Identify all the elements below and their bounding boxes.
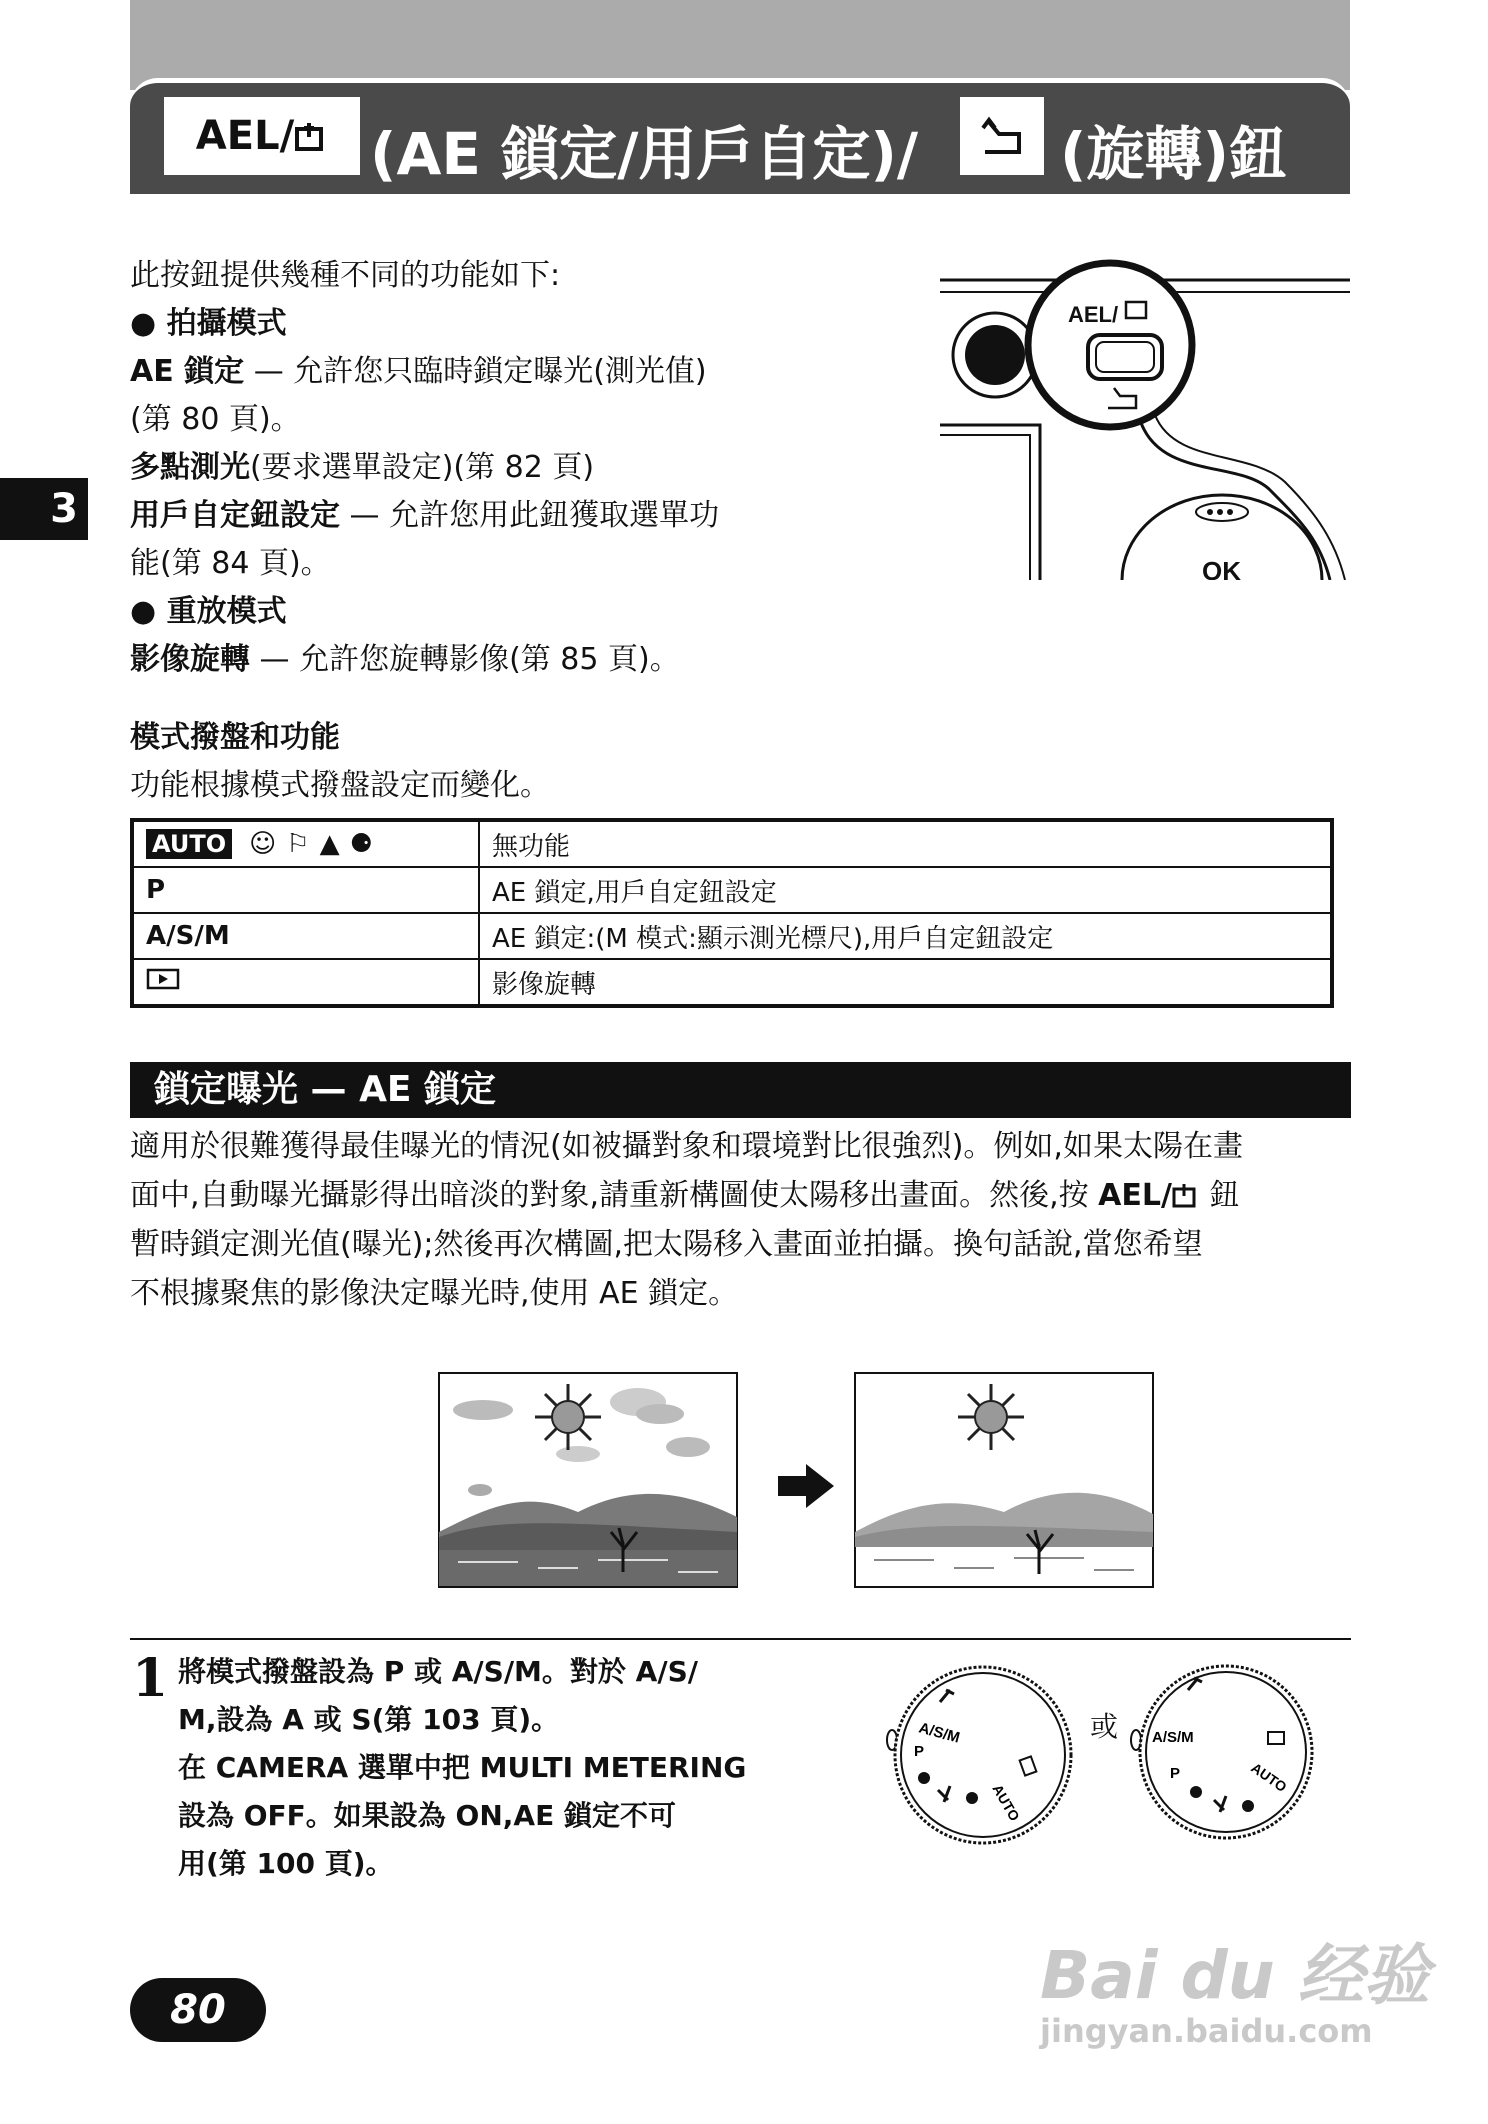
function-cell: AE 鎖定,用戶自定鈕設定	[479, 867, 1332, 913]
ae-lock-desc: — 允許您只臨時鎖定曝光(測光值)	[244, 354, 707, 389]
modes-heading: 模式撥盤和功能	[130, 720, 340, 755]
step-line: 在 CAMERA 選單中把 MULTI METERING	[178, 1751, 747, 1784]
playback-icon	[146, 968, 180, 990]
rotate-key-badge	[960, 97, 1044, 175]
section-body	[130, 1122, 1243, 1318]
dial-label-asm: A/S/M	[1152, 1729, 1194, 1746]
watermark-logo: Bai du 经验	[1040, 1937, 1430, 2014]
custom-desc: — 允許您用此鈕獲取選單功	[340, 498, 720, 533]
custom-button-item	[130, 492, 719, 540]
rotate-icon	[979, 116, 1025, 156]
intro-block	[130, 252, 719, 684]
step-line: 用(第 100 頁)。	[178, 1847, 394, 1880]
playback-heading-text: 重放模式	[166, 594, 287, 629]
para-text: 鈕	[1199, 1178, 1240, 1213]
table-row	[132, 867, 1332, 913]
step-line: 將模式撥盤設為 P 或 A/S/M。對於 A/S/	[178, 1655, 698, 1688]
intro-line: 此按鈕提供幾種不同的功能如下:	[130, 258, 561, 293]
custom-inline-icon	[1172, 1181, 1200, 1209]
shooting-heading-text: 拍攝模式	[166, 306, 287, 341]
mode-dial-p	[1126, 1660, 1326, 1850]
rotate-term: 影像旋轉	[130, 642, 250, 677]
auto-badge: AUTO	[146, 829, 232, 859]
scene-mode-icons: ☺⚐▲⚈	[249, 829, 383, 859]
mode-dial-asm	[880, 1660, 1080, 1850]
paragraph-line: 暫時鎖定測光值(曝光);然後再次構圖,把太陽移入畫面並拍攝。換句話說,當您希望	[130, 1227, 1203, 1262]
para-text: 面中,自動曝光攝影得出暗淡的對象,請重新構圖使太陽移出畫面。然後,按	[130, 1178, 1099, 1213]
shooting-mode-heading: ● 拍攝模式	[130, 306, 287, 341]
dial-label-p: P	[914, 1743, 925, 1760]
chapter-tab: 3	[0, 478, 88, 540]
arrow-right-icon	[776, 1462, 836, 1510]
divider	[130, 1638, 1351, 1640]
custom-term: 用戶自定鈕設定	[130, 498, 340, 533]
scene-after-illustration	[854, 1372, 1154, 1588]
mode-cell: P	[132, 867, 479, 913]
page-title: (AE 鎖定/用戶自定)/	[370, 120, 919, 188]
ael-key-label: AEL/	[195, 113, 295, 159]
dial-label-auto: AUTO	[989, 1781, 1023, 1824]
page-title-end: (旋轉)鈕	[1060, 120, 1288, 188]
step-number: 1	[132, 1648, 169, 1709]
dial-label-asm: A/S/M	[916, 1719, 962, 1747]
modes-table	[130, 818, 1334, 1008]
ae-lock-term: AE 鎖定	[130, 354, 245, 389]
paragraph-line: 適用於很難獲得最佳曝光的情況(如被攝對象和環境對比很強烈)。例如,如果太陽在畫	[130, 1129, 1243, 1164]
mode-cell: A/S/M	[132, 913, 479, 959]
ok-label: OK	[1202, 556, 1241, 580]
scene-before-illustration	[438, 1372, 738, 1588]
function-cell: 影像旋轉	[479, 959, 1332, 1006]
dial-label-p: P	[1170, 1765, 1181, 1782]
ael-label: AEL/	[1068, 302, 1119, 327]
custom-button-icon	[294, 119, 328, 153]
table-row	[132, 820, 1332, 867]
page-number: 80	[130, 1978, 266, 2042]
step-text	[178, 1648, 746, 1888]
watermark-url: jingyan.baidu.com	[1040, 2012, 1373, 2050]
ae-lock-page: (第 80 頁)。	[130, 402, 301, 437]
rotate-desc: — 允許您旋轉影像(第 85 頁)。	[250, 642, 680, 677]
ael-inline-label: AEL/	[1098, 1178, 1172, 1213]
ael-key-badge	[164, 97, 360, 175]
table-row	[132, 913, 1332, 959]
mode-cell	[132, 820, 479, 867]
multi-metering-item	[130, 444, 719, 492]
playback-mode-heading: ● 重放模式	[130, 594, 287, 629]
paragraph-line	[130, 1171, 1243, 1220]
section-heading-bar: 鎖定曝光 — AE 鎖定	[130, 1062, 1351, 1118]
shutter-button	[965, 325, 1025, 385]
modes-desc: 功能根據模式撥盤設定而變化。	[130, 768, 550, 803]
or-label: 或	[1090, 1710, 1119, 1743]
dial-label-auto: AUTO	[1248, 1759, 1290, 1796]
multi-desc: (要求選單設定)(第 82 頁)	[250, 450, 595, 485]
mode-cell	[132, 959, 479, 1006]
step-line: 設為 OFF。如果設為 ON,AE 鎖定不可	[178, 1799, 676, 1832]
header-top-band	[130, 0, 1350, 90]
rotate-item	[130, 636, 719, 684]
title-bar	[130, 78, 1350, 194]
function-cell: 無功能	[479, 820, 1332, 867]
paragraph-line: 不根據聚焦的影像決定曝光時,使用 AE 鎖定。	[130, 1276, 739, 1311]
ae-lock-item	[130, 348, 719, 396]
function-cell: AE 鎖定:(M 模式:顯示測光標尺),用戶自定鈕設定	[479, 913, 1332, 959]
camera-back-illustration	[940, 250, 1350, 580]
table-row	[132, 959, 1332, 1006]
step-line: M,設為 A 或 S(第 103 頁)。	[178, 1703, 560, 1736]
custom-desc-cont: 能(第 84 頁)。	[130, 546, 331, 581]
multi-term: 多點測光	[130, 450, 250, 485]
